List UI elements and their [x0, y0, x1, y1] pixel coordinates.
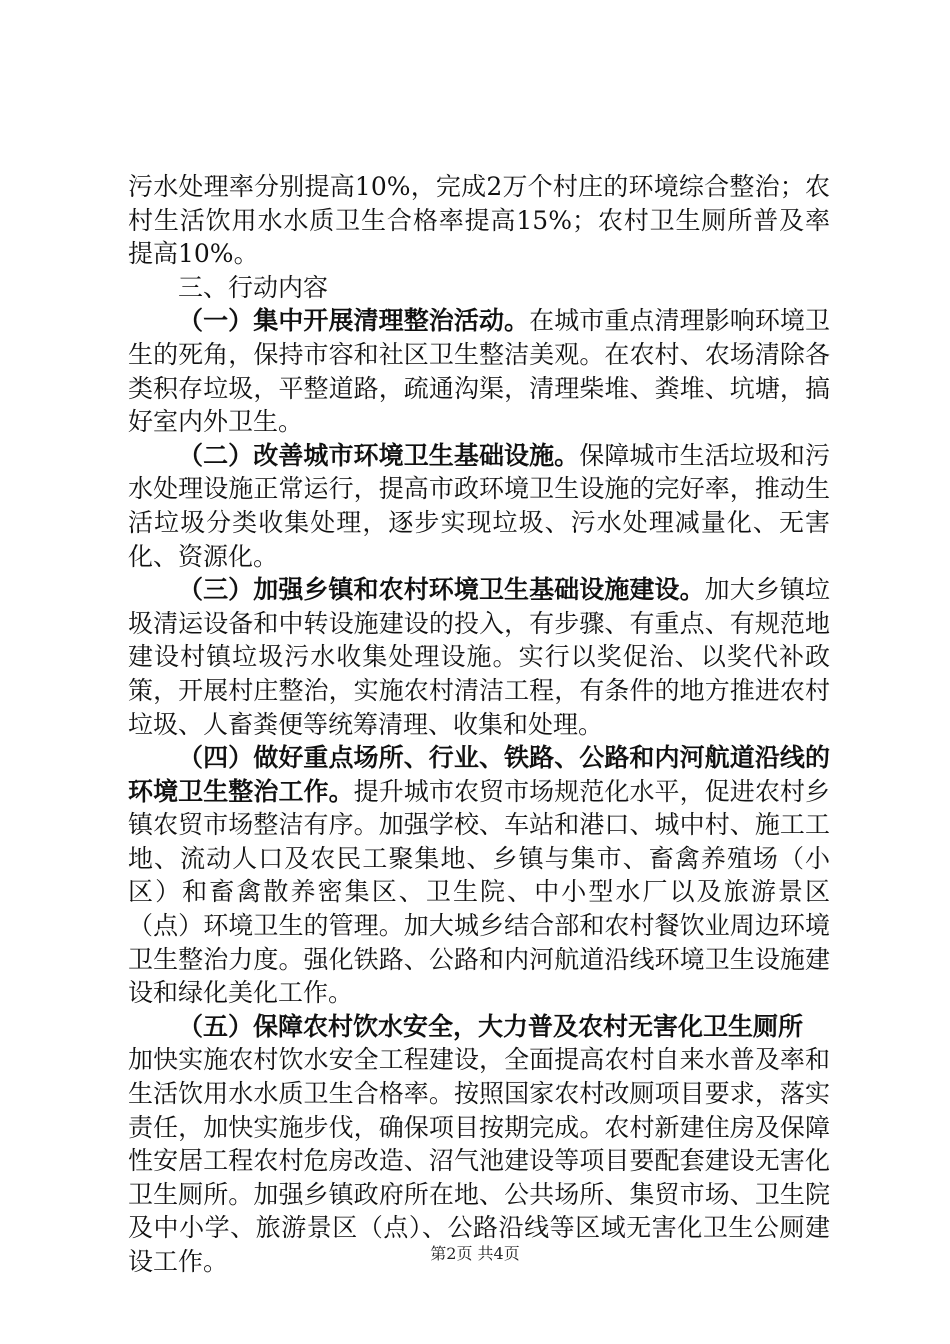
item-paragraph-5: [128, 1010, 830, 1279]
item-paragraph-4: [128, 741, 830, 1010]
intro-paragraph: 污水处理率分别提高10%，完成2万个村庄的环境综合整治；农村生活饮用水水质卫生合格率提高15%；农村卫生厕所普及率提高10%。: [128, 172, 830, 269]
item-lead-2: （二）改善城市环境卫生基础设施。: [178, 440, 580, 470]
item-lead-1: （一）集中开展清理整治活动。: [178, 306, 530, 336]
item-paragraph-3: [128, 573, 830, 741]
item-body-3: 加大乡镇垃圾清运设备和中转设施建设的投入，有步骤、有重点、有规范地建设村镇垃圾污水收集处理设施。实行以奖促治、以奖代补政策，开展村庄整治，实施农村清洁工程，有条件的地方推进农村垃圾、人畜粪便等统筹清理、收集和处理。: [128, 575, 830, 739]
item-body-1: 在城市重点清理影响环境卫生的死角，保持市容和社区卫生整洁美观。在农村、农场清除各类积存垃圾，平整道路，疏通沟渠，清理柴堆、粪堆、坑塘，搞好室内外卫生。: [128, 306, 830, 437]
item-lead-5: （五）保障农村饮水安全，大力普及农村无害化卫生厕所: [178, 1011, 804, 1041]
item-body-5: 加快实施农村饮水安全工程建设，全面提高农村自来水普及率和生活饮用水水质卫生合格率。按照国家农村改厕项目要求，落实责任，加快实施步伐，确保项目按期完成。农村新建住房及保障性安居工程农村危房改造、沼气池建设等项目要配套建设无害化卫生厕所。加强乡镇政府所在地、公共场所、集贸市场、卫生院及中小学、旅游景区（点）、公路沿线等区域无害化卫生公厕建设工作。: [128, 1045, 830, 1276]
section-heading: 三、行动内容: [178, 272, 329, 302]
document-body: [128, 170, 830, 1279]
item-lead-3: （三）加强乡镇和农村环境卫生基础设施建设。: [178, 575, 705, 605]
item-lead-4: （四）做好重点场所、行业、铁路、公路和内河航道沿线的环境卫生整治工作。: [128, 743, 830, 806]
item-body-4: 提升城市农贸市场规范化水平，促进农村乡镇农贸市场整洁有序。加强学校、车站和港口、城中村、施工工地、流动人口及农民工聚集地、乡镇与集市、畜禽养殖场（小区）和畜禽散养密集区、卫生院、中小型水厂以及旅游景区（点）环境卫生的管理。加大城乡结合部和农村餐饮业周边环境卫生整治力度。强化铁路、公路和内河航道沿线环境卫生设施建设和绿化美化工作。: [128, 776, 830, 1008]
page-number: 第2页 共4页: [430, 1244, 520, 1263]
item-paragraph-1: [128, 304, 830, 438]
item-body-2: 保障城市生活垃圾和污水处理设施正常运行，提高市政环境卫生设施的完好率，推动生活垃圾分类收集处理，逐步实现垃圾、污水处理减量化、无害化、资源化。: [128, 440, 830, 571]
item-paragraph-2: [128, 439, 830, 573]
page-footer: [0, 1244, 950, 1264]
